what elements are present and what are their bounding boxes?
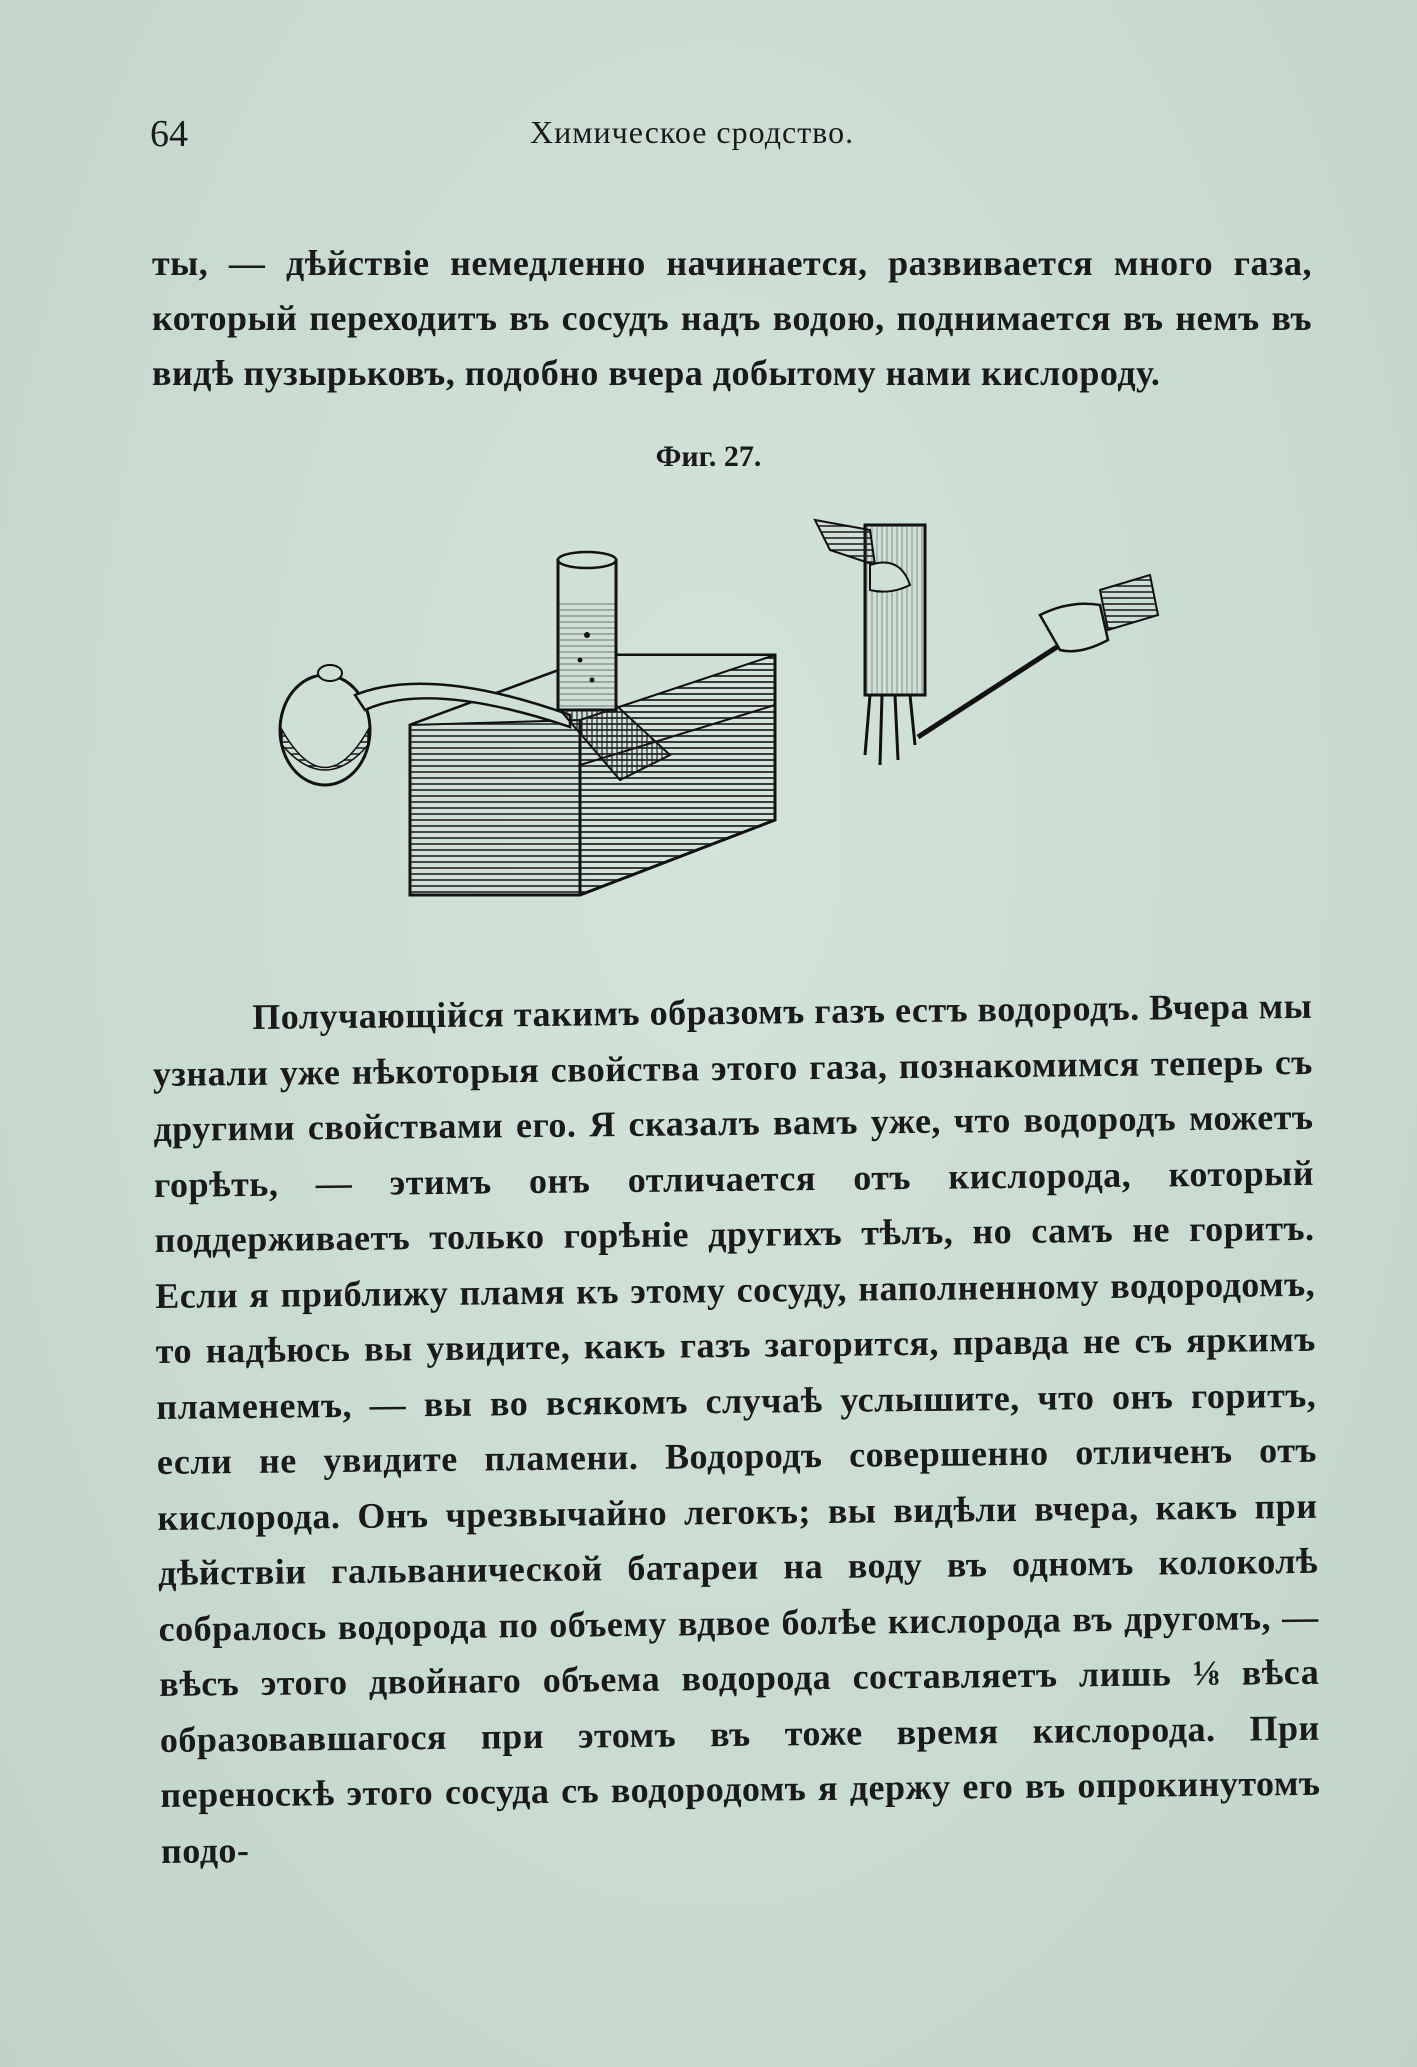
page-header	[150, 112, 1310, 162]
hydrogen-apparatus-illustration	[270, 505, 1170, 925]
running-head: Химическое сродство.	[530, 114, 855, 150]
paragraph-continuation: ты, — дѣйствіе немедленно начинается, развивается много газа, который переходитъ въ сосудъ надъ водою, поднимается въ немъ въ видѣ пузырьковъ, подобно вчера добытому нами кислороду.	[152, 243, 1312, 393]
hand-with-jar	[815, 520, 925, 765]
paragraph-hydrogen: Получающійся такимъ образомъ газъ естъ водородъ. Вчера мы узнали уже нѣкоторыя свойства этого газа, познакомимся теперь съ другими свойствами его. Я сказалъ вамъ уже, что водородъ можетъ горѣть, — этимъ онъ отличается отъ кислорода, который поддерживаетъ только горѣніе другихъ тѣлъ, но самъ не горитъ. Если я приближу пламя къ этому сосуду, наполненному водородомъ, то надѣюсь вы увидите, какъ газъ загорится, правда не съ яркимъ пламенемъ, — вы во всякомъ случаѣ услышите, что онъ горитъ, если не увидите пламени. Водородъ совершенно отличенъ отъ кислорода. Онъ чрезвычайно легокъ; вы видѣли вчера, какъ при дѣйствіи гальванической батареи на воду въ одномъ колоколѣ собралось водорода по объему вдвое болѣе кислорода въ другомъ, — вѣсъ этого двойнаго объема водорода составляетъ лишь ⅛ вѣса образовавшагося при этомъ въ тоже время кислорода. При переноскѣ этого сосуда съ водородомъ я держу его въ опрокинутомъ подо-	[152, 985, 1321, 1871]
page-number: 64	[150, 113, 188, 155]
hand-with-taper	[918, 575, 1158, 737]
figure-caption: Фиг. 27.	[655, 440, 762, 473]
collecting-jar	[558, 552, 616, 710]
